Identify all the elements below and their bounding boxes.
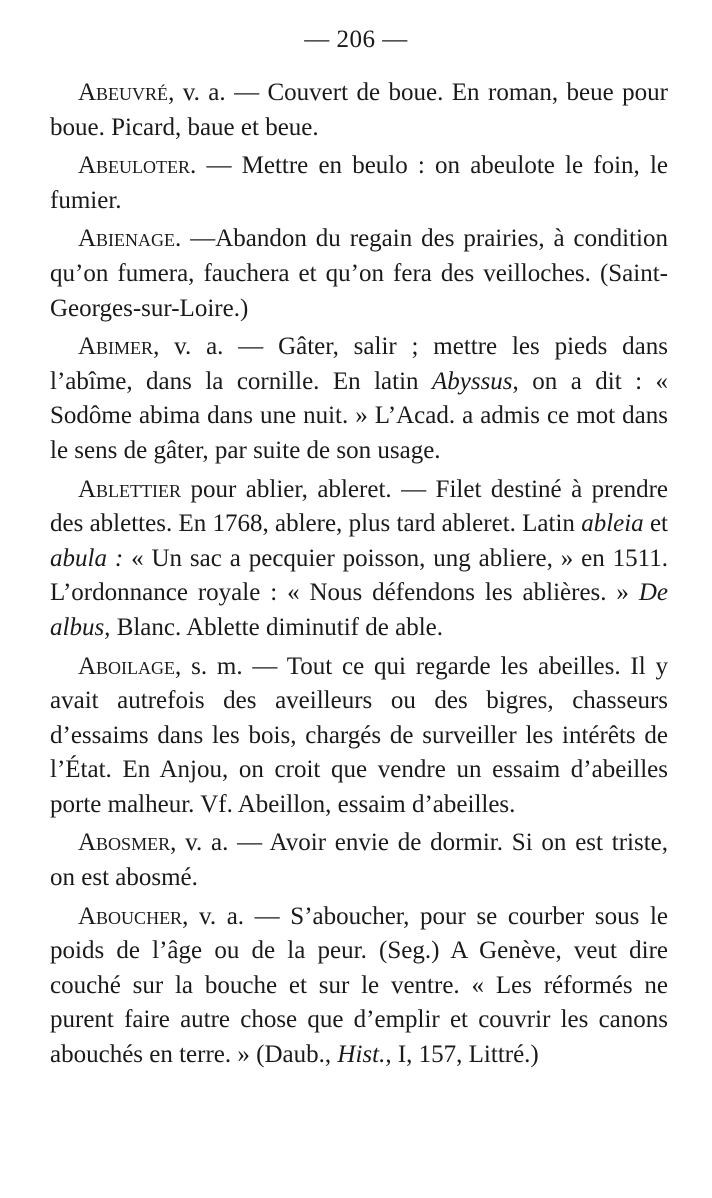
entry-text: , v. a. — Gâter, salir ; mettre les pieds dans l’abîme, dans la cornille. En latin xyxy=(50,333,668,395)
headword: Ablettier xyxy=(78,475,182,503)
entry-text: , I, 157, Littré.) xyxy=(385,1041,539,1069)
headword: Abeuloter xyxy=(78,152,191,180)
entry-text: , s. m. — Tout ce qui regarde les abeilles. Il y avait autrefois des aveilleurs ou des bigres, chasseurs d’essaims dans les bois, chargés de surveiller les intérêts de l’État. En Anjou, on croit que vendre un essaim d’abeilles porte malheur. Vf. Abeillon, essaim d’abeilles. xyxy=(50,652,668,818)
italic-term: Abyssus xyxy=(431,367,513,395)
entry-aboucher xyxy=(50,900,668,1073)
entry-text: et xyxy=(643,510,668,538)
entry-text: . — Mettre en beulo : on abeulote le foin, le fumier. xyxy=(50,152,668,214)
italic-term: ableia xyxy=(581,510,644,538)
entry-abimer xyxy=(50,330,668,468)
entry-text: , v. a. — S’aboucher, pour se courber sous le poids de l’âge ou de la peur. (Seg.) A Genève, veut dire couché sur la bouche et sur le ventre. « Les réformés ne purent faire autre chose que d’emplir et couvrir les canons abouchés en terre. » (Daub., xyxy=(50,902,668,1069)
entry-list xyxy=(50,76,668,1077)
headword: Aboucher xyxy=(78,902,183,930)
entry-abienage xyxy=(50,222,668,326)
entry-aboilage xyxy=(50,650,668,823)
entry-text: , v. a. — Couvert de boue. En roman, beue pour boue. Picard, baue et beue. xyxy=(50,79,668,141)
italic-term: abula : xyxy=(50,544,124,572)
entry-text: . —Abandon du regain des prairies, à condition qu’on fumera, fauchera et qu’on fera des veilloches. (Saint-Georges-sur-Loire.) xyxy=(50,225,668,322)
headword: Abosmer xyxy=(78,829,171,857)
entry-text: , on a dit : « Sodôme abima dans une nuit. » L’Acad. a admis ce mot dans le sens de gâter, par suite de son usage. xyxy=(50,367,668,464)
entry-ablettier xyxy=(50,473,668,646)
entry-abosmer xyxy=(50,826,668,895)
entry-text: « Un sac a pecquier poisson, ung abliere, » en 1511. L’ordonnance royale : « Nous défendons les ablières. » xyxy=(50,544,668,607)
italic-term: De albus, xyxy=(50,579,668,641)
entry-abeuvre xyxy=(50,76,668,145)
italic-term: Hist. xyxy=(337,1041,386,1069)
entry-text: pour ablier, ableret. — Filet destiné à prendre des ablettes. En 1768, ablere, plus tard ableret. Latin xyxy=(50,475,668,538)
entry-text: , v. a. — Avoir envie de dormir. Si on est triste, on est abosmé. xyxy=(50,829,668,892)
entry-text: Blanc. Ablette diminutif de able. xyxy=(110,613,443,641)
headword: Aboilage xyxy=(78,652,176,680)
entry-abeuloter xyxy=(50,149,668,218)
headword: Abienage xyxy=(78,225,176,253)
page-number: — 206 — xyxy=(304,26,408,53)
headword: Abimer xyxy=(78,333,154,361)
headword: Abeuvré xyxy=(78,79,169,106)
